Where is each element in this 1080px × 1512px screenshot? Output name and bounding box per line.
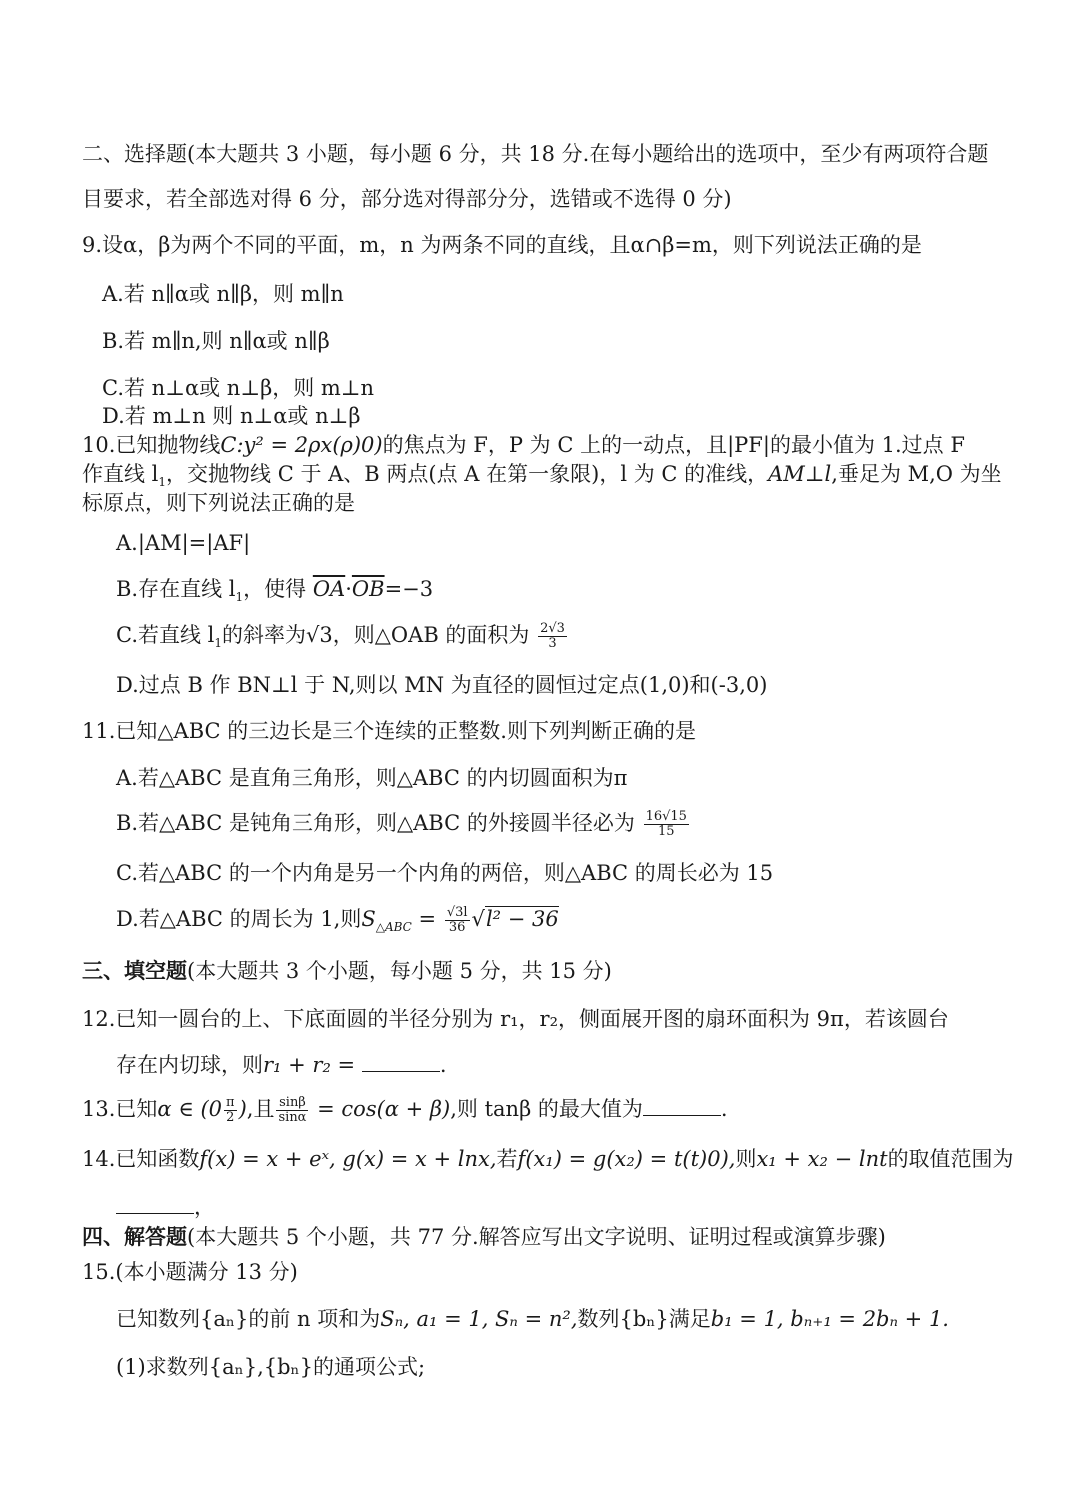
q9-stem: 9.设α，β为两个不同的平面，m，n 为两条不同的直线，且α∩β=m，则下列说法正确的是 [82, 233, 922, 257]
q12-line2: 存在内切球，则r₁ + r₂ = . [116, 1053, 447, 1077]
q13-pi-half: $\frac{\pi}{2}$ [226, 1095, 235, 1125]
section2-heading-line2: 目要求，若全部选对得 6 分，部分选对得部分分，选错或不选得 0 分) [82, 187, 732, 211]
q15-subquestion-1: (1)求数列{aₙ},{bₙ}的通项公式; [116, 1355, 426, 1379]
q11-option-a: A.若△ABC 是直角三角形，则△ABC 的内切圆面积为π [116, 766, 628, 790]
q10-stem-line1: 10.已知抛物线C:y² = 2ρx(ρ)0)的焦点为 F，P 为 C 上的一动点，且|PF|的最小值为 1.过点 F [82, 433, 965, 457]
q10-stem-line3: 标原点，则下列说法正确的是 [82, 491, 355, 515]
q12-answer-blank[interactable] [362, 1053, 440, 1072]
q11-option-b: B.若△ABC 是钝角三角形，则△ABC 的外接圆半径必为 $\frac{16√15}{15}$ [116, 809, 687, 839]
q15-line1: 已知数列{aₙ}的前 n 项和为Sₙ, a₁ = 1, Sₙ = n²,数列{bₙ}满足b₁ = 1, bₙ₊₁ = 2bₙ + 1. [116, 1307, 949, 1331]
q11-radius-fraction: $\frac{16√15}{15}$ [645, 809, 687, 839]
q13-line: 13.已知α ∈ (0 $\frac{\pi}{2}$ ),且 $\frac{\sin\beta}{\sin\alpha}$ = cos(α + β),则 tanβ 的最大值为 . [82, 1095, 728, 1125]
q15-title: 15.(本小题满分 13 分) [82, 1260, 298, 1284]
section4-heading: 四、解答题(本大题共 5 个小题，共 77 分.解答应写出文字说明、证明过程或演算步骤) [82, 1225, 886, 1249]
q10-option-b: B.存在直线 $l_1$，使得 $\overline{OA}\cdot\overline{OB}=-3$ [116, 577, 434, 605]
section2-heading-line1: 二、选择题(本大题共 3 小题，每小题 6 分，共 18 分.在每小题给出的选项中，至少有两项符合题 [82, 142, 989, 166]
q13-answer-blank[interactable] [643, 1097, 721, 1116]
q11-option-d: D.若△ABC 的周长为 1,则$S_{\triangle ABC}$ = $\frac{√3l}{36}$ √l² − 36 [116, 905, 559, 935]
section3-heading: 三、填空题(本大题共 3 个小题，每小题 5 分，共 15 分) [82, 959, 612, 983]
q10-option-d: D.过点 B 作 BN⊥l 于 N,则以 MN 为直径的圆恒过定点(1,0)和(-3,0) [116, 673, 768, 697]
q12-line1: 12.已知一圆台的上、下底面圆的半径分别为 r₁，r₂，侧面展开图的扇环面积为 9π，若该圆台 [82, 1007, 949, 1031]
q10-area-fraction: $\frac{2√3}{3}$ [540, 621, 565, 651]
q14-line2: ， [116, 1194, 215, 1220]
q11-stem: 11.已知△ABC 的三边长是三个连续的正整数.则下列判断正确的是 [82, 719, 696, 743]
q13-sine-ratio: $\frac{\sin\beta}{\sin\alpha}$ [278, 1095, 307, 1125]
q11-option-c: C.若△ABC 的一个内角是另一个内角的两倍，则△ABC 的周长必为 15 [116, 861, 774, 885]
q9-option-a: A.若 n∥α或 n∥β，则 m∥n [102, 282, 344, 306]
q9-option-c: C.若 n⊥α或 n⊥β，则 m⊥n [102, 376, 375, 400]
q10-stem-line2: 作直线 $l_1$，交抛物线 C 于 A、B 两点(点 A 在第一象限)，l 为 C 的准线，AM⊥l,垂足为 M,O 为坐 [82, 462, 1002, 490]
q9-option-b: B.若 m∥n,则 n∥α或 n∥β [102, 329, 330, 353]
q14-answer-blank[interactable] [116, 1195, 194, 1214]
q14-line1: 14.已知函数f(x) = x + eˣ, g(x) = x + lnx,若f(x₁) = g(x₂) = t(t)0),则x₁ + x₂ − lnt的取值范围为 [82, 1147, 1014, 1171]
q11-area-fraction: $\frac{√3l}{36}$ [446, 905, 468, 935]
q10-option-a: A.|AM|=|AF| [116, 531, 251, 555]
q9-option-d: D.若 m⊥n 则 n⊥α或 n⊥β [102, 404, 361, 428]
q10-option-c: C.若直线 $l_1$的斜率为√3，则△OAB 的面积为 $\frac{2√3}{3}$ [116, 621, 565, 651]
